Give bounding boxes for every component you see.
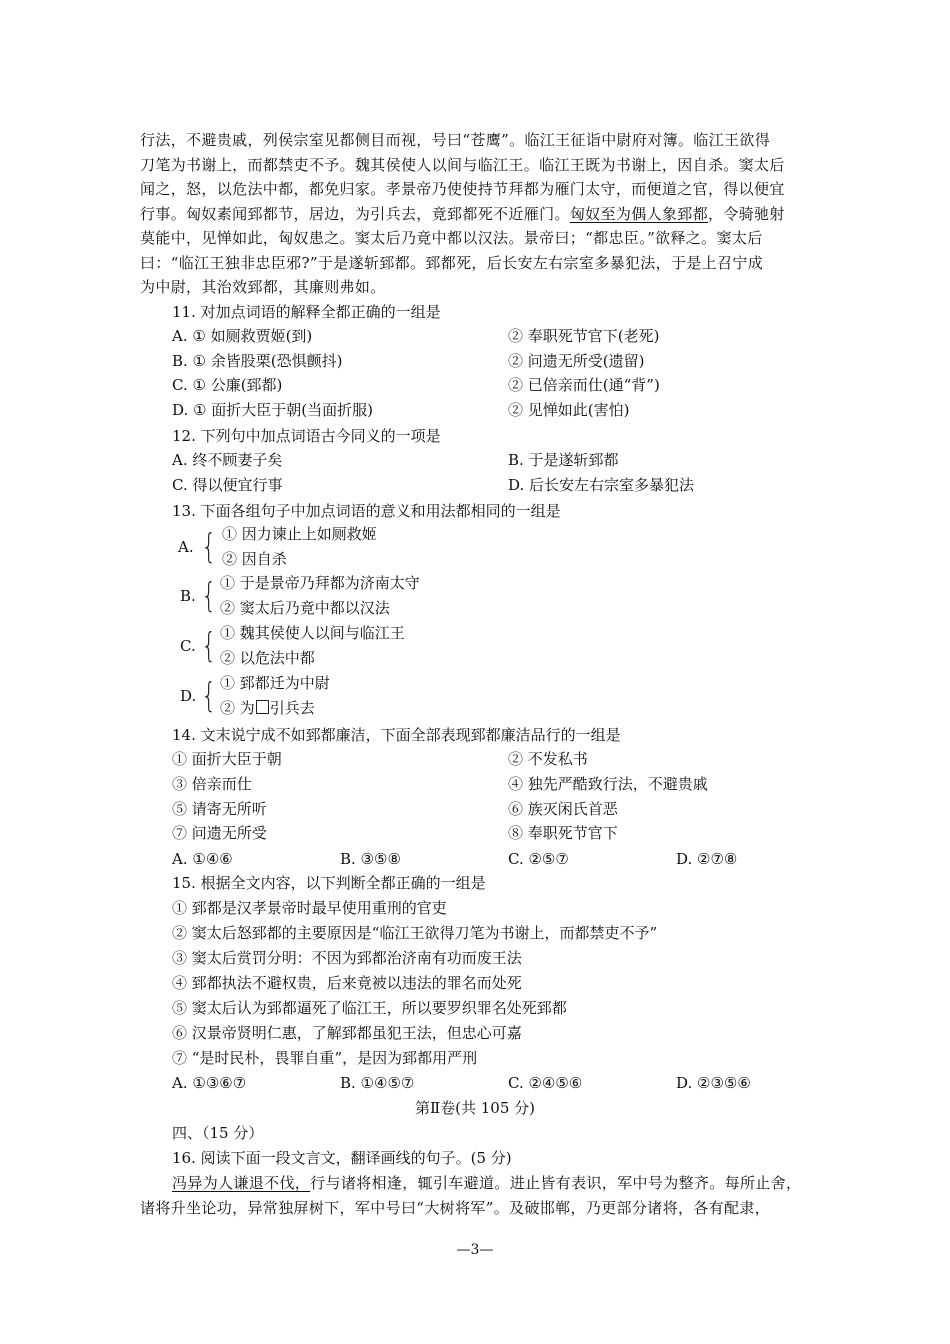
q14-stem: 14. 文末说宁成不如郅都廉洁，下面全部表现郅都廉洁品行的一组是 — [172, 726, 621, 744]
q11-option-d1: D. ① 面折大臣于朝(当面折服) — [172, 401, 373, 419]
q13-group-b-label: B. — [180, 587, 196, 605]
passage-line-5: 莫能中，见惮如此，匈奴患之。窦太后乃竟中都以汉法。景帝曰；“都忠臣。”欲释之。窦太后 — [140, 229, 763, 247]
q14-item-8: ⑧ 奉职死节官下 — [508, 824, 618, 842]
q11-option-a2: ② 奉职死节官下(老死) — [508, 327, 660, 345]
q16-passage-line-2: 诸将升坐论功，异常独屏树下，军中号曰“大树将军”。及破邯郸，乃更部分诸将，各有配隶， — [140, 1199, 771, 1217]
q15-answer-a: A. ①③⑥⑦ — [172, 1074, 247, 1092]
volume-2-heading: 第Ⅱ卷(共 105 分) — [414, 1099, 536, 1117]
q14-item-7: ⑦ 问遗无所受 — [172, 824, 267, 842]
passage-line-1: 行法，不避贵戚，列侯宗室见都侧目而视，号曰“苍鹰”。临江王征诣中尉府对簿。临江王欲得 — [140, 131, 771, 149]
page-number: —3— — [456, 1242, 494, 1258]
q15-item-2: ② 窦太后怒郅都的主要原因是“临江王欲得刀笔为书谢上，而都禁吏不予” — [172, 924, 658, 942]
q11-option-b2: ② 问遗无所受(遗留) — [508, 352, 645, 370]
q12-option-d: D. 后长安左右宗室多暴犯法 — [508, 476, 695, 494]
q13-group-d-item1: ① 郅都迁为中尉 — [220, 674, 330, 692]
q11-option-b1: B. ① 余皆股栗(恐惧颤抖) — [172, 352, 343, 370]
q13-group-a-item1: ① 因力谏止上如厕救姬 — [222, 525, 377, 543]
passage-underlined-sentence: 匈奴至为偶人象郅都 — [569, 205, 708, 223]
q12-option-a: A. 终不顾妻子矣 — [172, 451, 283, 469]
passage-line-2: 刀笔为书谢上，而都禁吏不予。魏其侯使人以间与临江王。临江王既为书谢上，因自杀。窦太后 — [140, 156, 785, 174]
q13-group-d-brace: { — [201, 676, 217, 716]
q15-item-4: ④ 郅都执法不避权贵，后来竟被以违法的罪名而处死 — [172, 974, 522, 992]
passage-line-4 — [140, 203, 824, 225]
q11-option-c2: ② 已倍亲而仕(通“背”) — [508, 376, 660, 394]
q13-group-d-label: D. — [180, 687, 197, 705]
q16-passage-line-1 — [172, 1172, 801, 1194]
q13-group-a-brace: { — [201, 527, 217, 567]
q13-group-b-item1: ① 于是景帝乃拜都为济南太守 — [220, 574, 420, 592]
q15-item-7: ⑦ “是时民朴，畏罪自重”，是因为郅都用严刑 — [172, 1049, 478, 1067]
q16-underlined-sentence: 冯异为人谦退不伐， — [172, 1174, 311, 1192]
q15-answer-c: C. ②④⑤⑥ — [508, 1074, 583, 1092]
q16-line-1-rest: 行与诸将相逢，辄引车避道。进止皆有表识，军中号为整齐。每所止舍， — [310, 1174, 802, 1192]
passage-line-6: 曰：“临江王独非忠臣邪?”于是遂斩郅都。郅都死，后长安左右宗室多暴犯法，于是上召宁成 — [140, 254, 764, 272]
q14-answer-d: D. ②⑦⑧ — [676, 850, 738, 868]
q12-stem: 12. 下列句中加点词语古今同义的一项是 — [172, 427, 441, 445]
q15-item-5: ⑤ 窦太后认为郅都逼死了临江王，所以要罗织罪名处死郅都 — [172, 999, 567, 1017]
passage-line-3: 闻之，怒，以危法中都，都免归家。孝景帝乃使使持节拜都为雁门太守，而便道之官，得以便宜 — [140, 180, 785, 198]
q14-answer-a: A. ①④⑥ — [172, 850, 233, 868]
q14-item-2: ② 不发私书 — [508, 750, 588, 768]
q13-group-c-item1: ① 魏其侯使人以间与临江王 — [220, 624, 405, 642]
q13-group-d-item2-start: ② 为 — [220, 699, 255, 717]
q14-item-1: ① 面折大臣于朝 — [172, 750, 282, 768]
q15-item-3: ③ 窦太后赏罚分明：不因为郅都治济南有功而废王法 — [172, 949, 522, 967]
section-4-heading: 四、（15 分） — [172, 1124, 264, 1142]
q12-option-b: B. 于是遂斩郅都 — [508, 451, 619, 469]
q13-group-a-label: A. — [178, 538, 194, 556]
q12-option-c: C. 得以便宜行事 — [172, 476, 283, 494]
blank-box — [256, 700, 269, 714]
q14-item-5: ⑤ 请寄无所听 — [172, 800, 267, 818]
q14-item-6: ⑥ 族灭闲氏首恶 — [508, 800, 618, 818]
q11-option-d2: ② 见惮如此(害怕) — [508, 401, 630, 419]
q15-stem: 15. 根据全文内容，以下判断全都正确的一组是 — [172, 874, 486, 892]
q11-option-a1: A. ① 如厕救贾姬(到) — [172, 327, 313, 345]
q15-item-1: ① 郅都是汉孝景帝时最早使用重刑的官吏 — [172, 899, 447, 917]
q11-stem: 11. 对加点词语的解释全都正确的一组是 — [172, 303, 441, 321]
q16-stem: 16. 阅读下面一段文言文，翻译画线的句子。(5 分) — [172, 1149, 512, 1167]
q13-group-d-item2 — [220, 697, 315, 719]
q13-group-c-brace: { — [201, 626, 217, 666]
q13-group-b-item2: ② 窦太后乃竟中都以汉法 — [220, 599, 390, 617]
q13-group-a-item2: ② 因自杀 — [222, 550, 287, 568]
passage-line-7: 为中尉，其治效郅都，其廉则弗如。 — [140, 278, 386, 296]
q14-item-4: ④ 独先严酷致行法，不避贵戚 — [508, 775, 708, 793]
passage-line-4-text: 行事。匈奴素闻郅都节，居边，为引兵去，竟郅都死不近雁门。 — [140, 205, 570, 223]
q13-group-c-item2: ② 以危法中都 — [220, 649, 315, 667]
q13-group-c-label: C. — [180, 637, 196, 655]
q13-group-b-brace: { — [201, 576, 217, 616]
q15-item-6: ⑥ 汉景帝贤明仁惠，了解郅都虽犯王法，但忠心可嘉 — [172, 1024, 522, 1042]
q15-answer-b: B. ①④⑤⑦ — [340, 1074, 415, 1092]
q14-answer-c: C. ②⑤⑦ — [508, 850, 569, 868]
q14-item-3: ③ 倍亲而仕 — [172, 775, 252, 793]
passage-line-4-tail: ，令骑驰射 — [707, 205, 785, 223]
q13-stem: 13. 下面各组句子中加点词语的意义和用法都相同的一组是 — [172, 502, 561, 520]
q13-group-d-item2-end: 引兵去 — [269, 699, 315, 717]
q15-answer-d: D. ②③⑤⑥ — [676, 1074, 751, 1092]
q14-answer-b: B. ③⑤⑧ — [340, 850, 401, 868]
q11-option-c1: C. ① 公廉(郅都) — [172, 376, 283, 394]
